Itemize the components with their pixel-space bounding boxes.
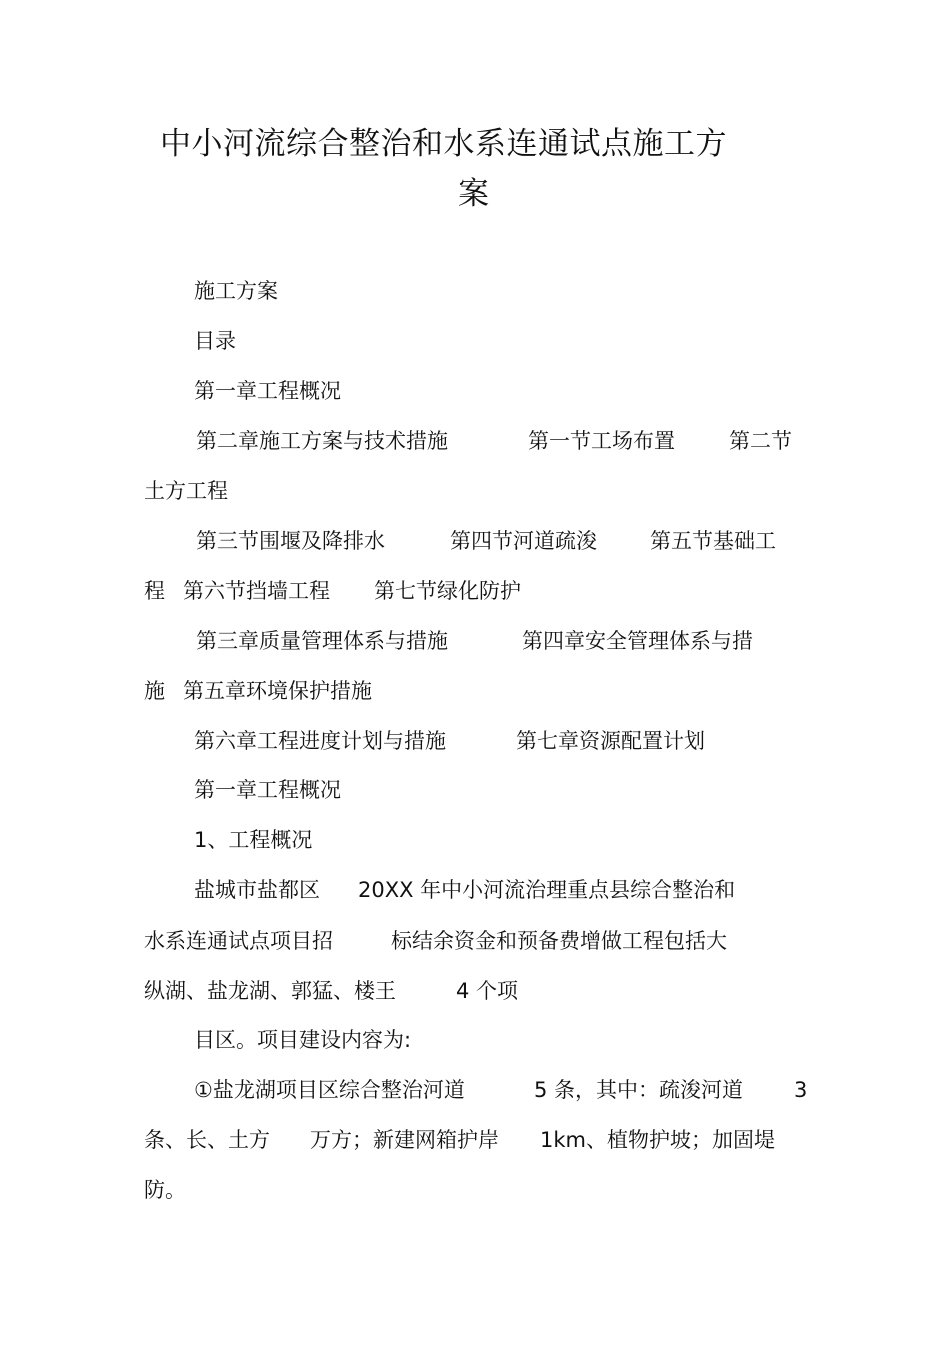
toc-chapter-6: 第六章工程进度计划与措施 bbox=[194, 729, 446, 753]
toc-section-6: 第六节挡墙工程 bbox=[183, 579, 330, 603]
paragraph-text: 盐城市盐都区 bbox=[194, 878, 320, 902]
toc-chapter-4: 第四章安全管理体系与措 bbox=[522, 629, 753, 653]
paragraph-text: 4 个项 bbox=[456, 979, 519, 1003]
paragraph-line-7: 防。 bbox=[144, 1178, 186, 1202]
toc-section-5: 第五节基础工 bbox=[650, 529, 776, 553]
toc-section-1: 第一节工场布置 bbox=[528, 429, 675, 453]
toc-section-2: 第二节 bbox=[729, 429, 792, 453]
paragraph-text: 水系连通试点项目招 bbox=[144, 929, 333, 953]
toc-chapter-3: 第三章质量管理体系与措施 bbox=[196, 629, 448, 653]
toc-chapter-4-cont: 施 bbox=[144, 679, 165, 703]
paragraph-text: 纵湖、盐龙湖、郭猛、楼王 bbox=[144, 979, 396, 1003]
toc-chapter-2: 第二章施工方案与技术措施 bbox=[196, 429, 448, 453]
document-title-line-2: 案 bbox=[458, 176, 490, 212]
chapter-1-heading: 第一章工程概况 bbox=[194, 778, 341, 802]
paragraph-text: ①盐龙湖项目区综合整治河道 bbox=[194, 1078, 465, 1102]
document-title-line-1: 中小河流综合整治和水系连通试点施工方 bbox=[160, 126, 727, 162]
paragraph-text: 1km、植物护坡；加固堤 bbox=[540, 1128, 775, 1152]
toc-section-7: 第七节绿化防护 bbox=[374, 579, 521, 603]
toc-chapter-1: 第一章工程概况 bbox=[194, 379, 341, 403]
paragraph-text: 5 条，其中：疏浚河道 bbox=[534, 1078, 744, 1102]
body-line-toc-heading: 目录 bbox=[194, 329, 236, 353]
paragraph-text: 万方；新建网箱护岸 bbox=[310, 1128, 499, 1152]
paragraph-text: 3 bbox=[794, 1078, 808, 1102]
toc-chapter-7: 第七章资源配置计划 bbox=[516, 729, 705, 753]
paragraph-line-4: 目区。项目建设内容为: bbox=[194, 1028, 412, 1052]
toc-chapter-5: 第五章环境保护措施 bbox=[183, 679, 372, 703]
section-1-heading: 1、工程概况 bbox=[194, 828, 313, 852]
body-line-heading-plan: 施工方案 bbox=[194, 279, 278, 303]
toc-section-5-cont: 程 bbox=[144, 579, 165, 603]
paragraph-text: 条、长、土方 bbox=[144, 1128, 270, 1152]
paragraph-text: 20XX 年中小河流治理重点县综合整治和 bbox=[358, 878, 736, 902]
toc-section-2-cont: 土方工程 bbox=[144, 479, 228, 503]
paragraph-text: 标结余资金和预备费增做工程包括大 bbox=[391, 929, 727, 953]
toc-section-4: 第四节河道疏浚 bbox=[450, 529, 597, 553]
toc-section-3: 第三节围堰及降排水 bbox=[196, 529, 385, 553]
